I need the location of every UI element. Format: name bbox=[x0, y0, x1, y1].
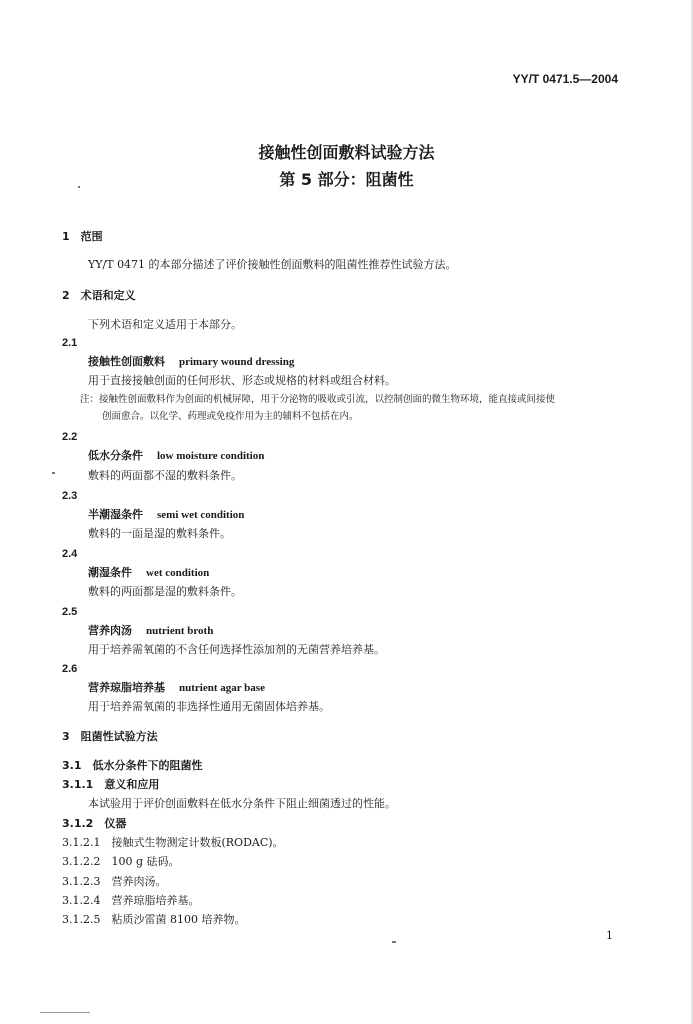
definition-2-4-term-zh: 潮湿条件 bbox=[88, 566, 132, 579]
definition-2-6-text: 用于培养需氧菌的非选择性通用无菌固体培养基。 bbox=[88, 700, 330, 713]
section-1-heading: 1 范围 bbox=[62, 230, 103, 243]
definition-2-1-term-en: primary wound dressing bbox=[179, 356, 295, 368]
page-number: 1 bbox=[606, 929, 613, 942]
definition-2-5-number: 2.5 bbox=[62, 606, 78, 618]
item-3-1-2-1: 3.1.2.1 接触式生物测定计数板(RODAC)。 bbox=[62, 836, 284, 849]
definition-2-3-term bbox=[88, 508, 244, 522]
definition-2-1-number: 2.1 bbox=[62, 337, 78, 349]
definition-2-1-term-zh: 接触性创面敷料 bbox=[88, 355, 165, 368]
section-3-1-1-heading: 3.1.1 意义和应用 bbox=[62, 778, 160, 791]
definition-2-6-term-en: nutrient agar base bbox=[179, 682, 265, 694]
section-2-heading: 2 术语和定义 bbox=[62, 289, 136, 302]
definition-2-2-term bbox=[88, 449, 264, 463]
definition-2-3-term-zh: 半潮湿条件 bbox=[88, 508, 143, 521]
definition-2-4-term bbox=[88, 566, 209, 580]
item-3-1-2-3: 3.1.2.3 营养肉汤。 bbox=[62, 875, 167, 888]
definition-2-1-note-line1: 注：接触性创面敷料作为创面的机械屏障，用于分泌物的吸收或引流，以控制创面的微生物环境，能直接或间接使 bbox=[80, 394, 556, 405]
scan-speck bbox=[392, 941, 396, 943]
definition-2-6-number: 2.6 bbox=[62, 663, 78, 675]
definition-2-2-term-en: low moisture condition bbox=[157, 450, 265, 462]
section-3-heading: 3 阻菌性试验方法 bbox=[62, 730, 158, 743]
definition-2-2-text: 敷料的两面都不湿的敷料条件。 bbox=[88, 469, 242, 482]
item-3-1-2-4: 3.1.2.4 营养琼脂培养基。 bbox=[62, 894, 200, 907]
definition-2-3-text: 敷料的一面是湿的敷料条件。 bbox=[88, 527, 231, 540]
definition-2-1-text: 用于直接接触创面的任何形状、形态或规格的材料或组合材料。 bbox=[88, 374, 396, 387]
definition-2-2-number: 2.2 bbox=[62, 431, 78, 443]
section-1-text: YY/T 0471 的本部分描述了评价接触性创面敷料的阻菌性推荐性试验方法。 bbox=[88, 258, 457, 271]
section-3-1-2-heading: 3.1.2 仪器 bbox=[62, 817, 127, 830]
section-2-intro: 下列术语和定义适用于本部分。 bbox=[88, 318, 242, 331]
definition-2-5-term bbox=[88, 624, 213, 638]
item-3-1-2-5: 3.1.2.5 粘质沙雷菌 8100 培养物。 bbox=[62, 913, 246, 926]
scan-line bbox=[40, 1012, 90, 1013]
item-3-1-2-2: 3.1.2.2 100 g 砝码。 bbox=[62, 855, 180, 868]
definition-2-6-term bbox=[88, 681, 265, 695]
document-title: 接触性创面敷料试验方法 bbox=[258, 143, 435, 162]
standard-code: YY/T 0471.5—2004 bbox=[512, 72, 618, 86]
scan-speck bbox=[78, 186, 80, 188]
definition-2-3-number: 2.3 bbox=[62, 490, 78, 502]
definition-2-4-text: 敷料的两面都是湿的敷料条件。 bbox=[88, 585, 242, 598]
definition-2-5-term-en: nutrient broth bbox=[146, 625, 214, 637]
definition-2-5-term-zh: 营养肉汤 bbox=[88, 624, 132, 637]
definition-2-4-term-en: wet condition bbox=[146, 567, 210, 579]
definition-2-5-text: 用于培养需氧菌的不含任何选择性添加剂的无菌营养培养基。 bbox=[88, 643, 385, 656]
definition-2-4-number: 2.4 bbox=[62, 548, 78, 560]
section-3-1-1-text: 本试验用于评价创面敷料在低水分条件下阻止细菌透过的性能。 bbox=[88, 797, 396, 810]
definition-2-1-term bbox=[88, 355, 294, 369]
document-subtitle: 第 5 部分：阻菌性 bbox=[279, 170, 414, 189]
definition-2-6-term-zh: 营养琼脂培养基 bbox=[88, 681, 165, 694]
definition-2-2-term-zh: 低水分条件 bbox=[88, 449, 143, 462]
scan-speck bbox=[52, 472, 55, 474]
definition-2-3-term-en: semi wet condition bbox=[157, 509, 245, 521]
section-3-1-heading: 3.1 低水分条件下的阻菌性 bbox=[62, 759, 203, 772]
definition-2-1-note-line2: 创面愈合。以化学、药理或免疫作用为主的辅料不包括在内。 bbox=[102, 411, 359, 422]
